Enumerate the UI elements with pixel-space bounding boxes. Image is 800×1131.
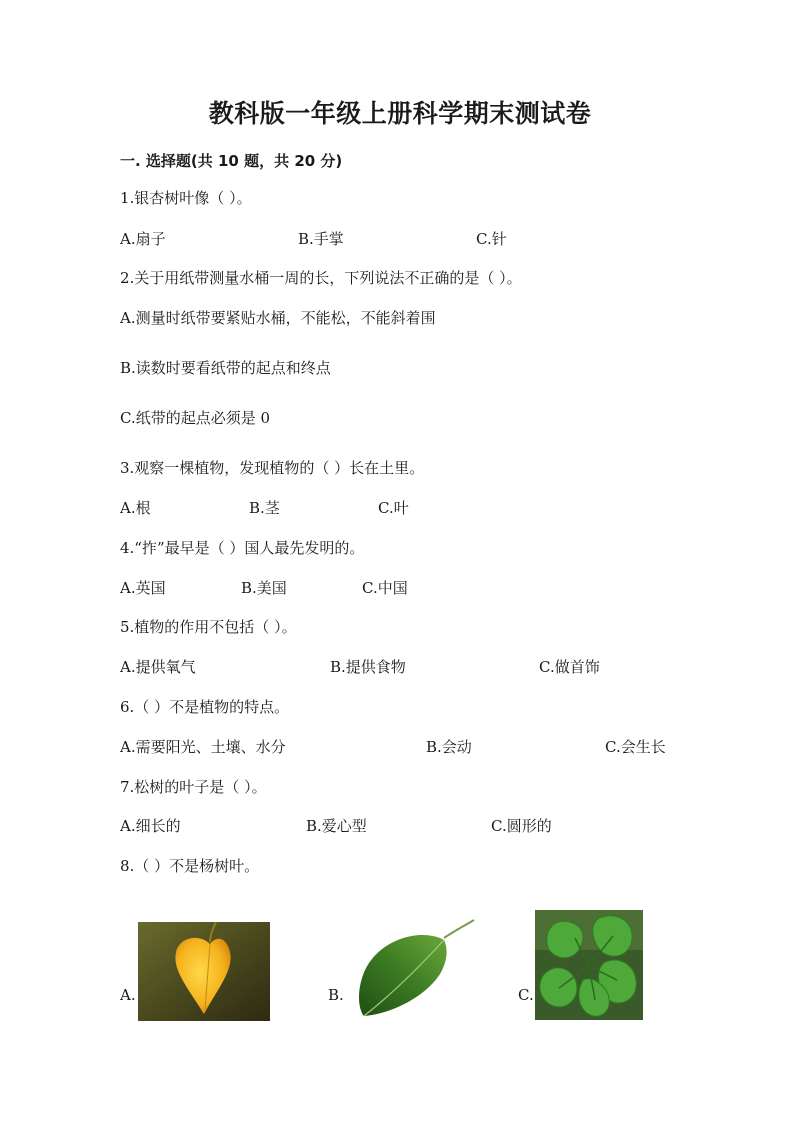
question-7-stem: 7.松树的叶子是（ ）。: [120, 778, 267, 796]
question-7-option-a: A.细长的: [120, 817, 181, 835]
question-8-option-b-label: B.: [328, 986, 344, 1004]
question-3-option-b: B.茎: [249, 499, 280, 517]
page-title: 教科版一年级上册科学期末测试卷: [208, 99, 592, 128]
question-6-option-b: B.会动: [426, 738, 472, 756]
question-1-option-a: A.扇子: [120, 230, 166, 248]
poplar-leaf-yellow-image: [138, 922, 270, 1021]
question-4-option-c: C.中国: [362, 579, 408, 597]
question-1-option-c: C.针: [476, 230, 507, 248]
question-6-stem: 6.（ ）不是植物的特点。: [120, 698, 290, 716]
question-7-option-b: B.爱心型: [306, 817, 367, 835]
question-3-stem: 3.观察一棵植物，发现植物的（ ）长在土里。: [120, 459, 425, 477]
question-2-option-b: B.读数时要看纸带的起点和终点: [120, 359, 331, 377]
question-5-stem: 5.植物的作用不包括（ ）。: [120, 618, 297, 636]
question-2-option-c: C.纸带的起点必须是 0: [120, 409, 271, 427]
question-4-option-a: A.英国: [120, 579, 166, 597]
question-6-option-c: C.会生长: [605, 738, 666, 756]
question-2-option-a: A.测量时纸带要紧贴水桶，不能松，不能斜着围: [120, 309, 436, 327]
question-5-option-c: C.做首饰: [539, 658, 600, 676]
question-6-option-a: A.需要阳光、土壤、水分: [120, 738, 286, 756]
basswood-leaves-image: [535, 910, 643, 1020]
question-8-option-c-label: C.: [518, 986, 534, 1004]
question-3-option-a: A.根: [120, 499, 151, 517]
question-2-stem: 2.关于用纸带测量水桶一周的长，下列说法不正确的是（ ）。: [120, 269, 522, 287]
question-7-option-c: C.圆形的: [491, 817, 552, 835]
question-3-option-c: C.叶: [378, 499, 409, 517]
question-1-stem: 1.银杏树叶像（ ）。: [120, 189, 252, 207]
question-4-stem: 4.“拃”最早是（ ）国人最先发明的。: [120, 539, 365, 557]
question-1-option-b: B.手掌: [298, 230, 344, 248]
question-8-option-a-label: A.: [120, 986, 136, 1004]
question-4-option-b: B.美国: [241, 579, 287, 597]
question-8-stem: 8.（ ）不是杨树叶。: [120, 857, 260, 875]
question-5-option-a: A.提供氧气: [120, 658, 196, 676]
question-5-option-b: B.提供食物: [330, 658, 406, 676]
poplar-leaf-green-image: [352, 918, 476, 1020]
section-heading: 一. 选择题(共 10 题，共 20 分): [120, 152, 343, 170]
